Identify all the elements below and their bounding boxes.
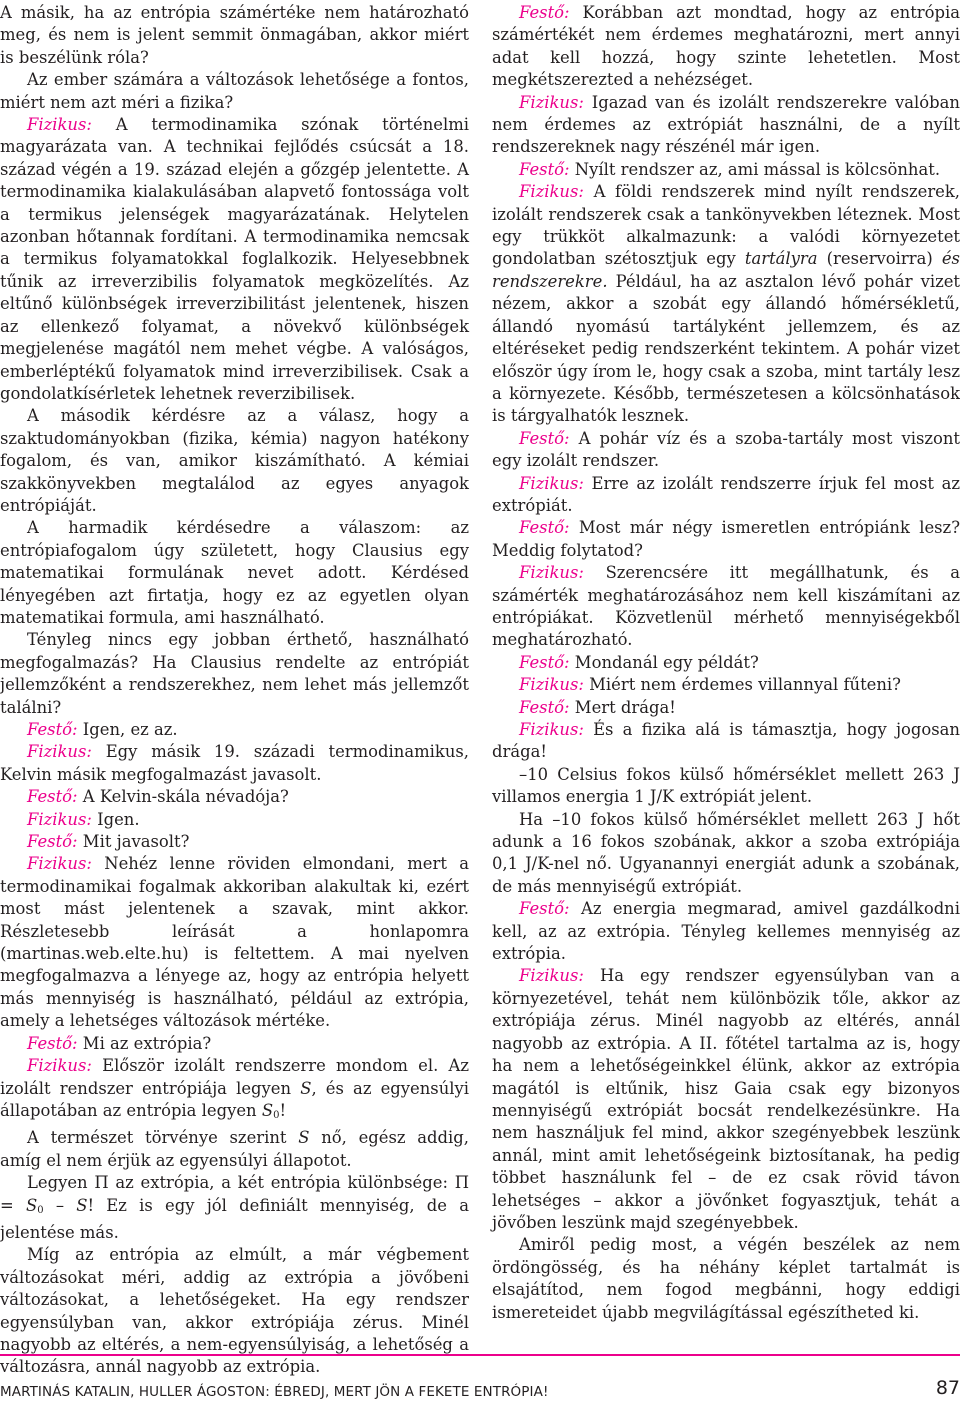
dialogue-line: Fizikus: Egy másik 19. századi termodinamikus, Kelvin másik megfogalmazást javasolt.	[0, 742, 469, 784]
speaker-label: Festő:	[519, 159, 570, 179]
speaker-label: Festő:	[27, 787, 78, 807]
dialogue-line: Festő: Mondanál egy példát?	[519, 652, 759, 672]
dialogue-line: Fizikus: És a fizika alá is támasztja, hogy jogosan drága!	[492, 720, 960, 762]
speaker-label: Fizikus:	[519, 182, 584, 202]
speaker-label: Festő:	[519, 899, 570, 919]
paragraph: Míg az entrópia az elmúlt, a már végbement változásokat méri, addig az extrópia a jövőbeni változásokat, a lehetőségeket. Ha egy rendszer egyensúlyban van, akkor extrópiája zérus. Minél nagyobb az eltérés, a nem-egyensúlyiság, a lehetőség a változásra, annál nagyobb az extrópia.	[0, 1245, 469, 1377]
paragraph: Tényleg nincs egy jobban érthető, használható megfogalmazás? Ha Clausius rendelte az entrópiát jellemzőként a rendszerekhez, nem lehet más jellemzőt találni?	[0, 630, 469, 717]
dialogue-line: Festő: Mit javasolt?	[27, 832, 190, 852]
dialogue-line: Fizikus: Először izolált rendszerre mondom el. Az izolált rendszer entrópiája legyen S, és az egyensúlyi állapotában az entrópia legyen $S_0$!	[0, 1056, 470, 1121]
dialogue-line: Festő: A Kelvin-skála névadója?	[27, 787, 289, 807]
speaker-label: Festő:	[519, 3, 570, 22]
dialogue-line: Festő: Korábban azt mondtad, hogy az entrópia számértékét nem érdemes meghatározni, mert annyi adat kell hozzá, hogy szinte lehetetlen. Most megkétszerezted a nehézséget.	[492, 3, 960, 90]
speaker-label: Fizikus:	[27, 809, 92, 829]
page-number: 87	[935, 1377, 960, 1399]
footer-divider	[0, 1354, 960, 1356]
dialogue-line: Festő: Mert drága!	[519, 697, 676, 717]
dialogue-line: Fizikus: A földi rendszerek mind nyílt rendszerek, izolált rendszerek csak a tankönyvekben léteznek. Most egy trükköt alkalmazunk: a valódi környezetet gondolatban szétosztjuk egy tartályra (reservoirra) és rendszerekre. Például, ha az asztalon lévő pohár vizet nézem, akkor a szobát egy állandó hőmérsékletű, állandó nyomású tartályként jellemzem, és az eltéréseket pedig rendszerként tekintem. A pohár vizet először úgy írom le, hogy csak a szoba, mint tartály lesz a környezete. Később, természetesen a kölcsönhatások is tárgyalhatók lesznek.	[492, 182, 960, 426]
dialogue-line: Festő: Igen, ez az.	[27, 720, 178, 739]
speaker-label: Fizikus:	[27, 854, 92, 874]
dialogue-line: Fizikus: Igazad van és izolált rendszerekre valóban nem érdemes az extrópiát használni, de a nyílt rendszereknek nagy részénél már igen.	[492, 92, 960, 157]
paragraph: Legyen Π az extrópia, a két entrópia különbsége: $\Pi = S_0 - S$! Ez is egy jól definiált mennyiség, de a jelentése más.	[0, 1173, 469, 1242]
paragraph: A másik, ha az entrópia számértéke nem határozható meg, és nem is jelent semmit önmagában, akkor miért is beszélünk róla?	[0, 3, 469, 67]
paragraph: Ha –10 fokos külső hőmérséklet mellett 263 J hőt adunk a 16 fokos szobának, akkor a szoba extrópiája 0,1 J/K-nel nő. Ugyanannyi energiát adunk a szobának, de más mennyiségű extrópiát.	[492, 809, 960, 896]
speaker-label: Festő:	[27, 720, 78, 739]
symbol: S	[300, 1078, 312, 1098]
right-column	[492, 2, 960, 1324]
dialogue-line: Fizikus: Ha egy rendszer egyensúlyban van a környezetével, tehát nem különbözik tőle, akkor az extrópiája zérus. Minél nagyobb az eltérés, annál nagyobb az extrópia. A II. főtétel tartalma az is, hogy ha nem a lehetőségeinkkel élünk, akkor az extrópia magától is eltűnik, hisz Gaia csak egy bizonyos mennyiségű extrópiát bocsát rendelkezésünkre. Ha nem használjuk fel mind, akkor szegényebbek leszünk annál, mint amit lehetőségeink biztosítanak, ha pedig többet használunk fel – de ez csak rövid távon lehetséges – akkor a jövőnket fogyasztjuk, tehát a jövőben leszünk majd szegényebbek.	[492, 966, 960, 1232]
dialogue-line: Festő: Most már négy ismeretlen entrópiánk lesz? Meddig folytatod?	[492, 518, 960, 560]
dialogue-line: Fizikus: Szerencsére itt megállhatunk, és a számérték meghatározásához nem kell kiszámítani az entrópiákat. Közvetlenül mérhető mennyiségekből meghatározható.	[492, 563, 960, 650]
dialogue-line: Festő: Az energia megmarad, amivel gazdálkodni kell, az az extrópia. Tényleg kellemes mennyiség az extrópia.	[492, 899, 960, 964]
dialogue-line: Fizikus: Erre az izolált rendszerre írjuk fel most az extrópiát.	[492, 473, 960, 515]
speaker-label: Festő:	[519, 652, 570, 672]
speaker-label: Fizikus:	[519, 966, 584, 986]
speaker-label: Festő:	[27, 832, 78, 852]
dialogue-line: Fizikus: Nehéz lenne röviden elmondani, mert a termodinamikai fogalmak akkoriban alakultak ki, ezért most mást jelentenek a szavak, mint akkor. Részletesebb leírását a honlapomra (martinas.web.elte.hu) is feltettem. A mai nyelven megfogalmazva a lényege az, hogy az entrópia helyett más mennyiség is használható, például az extrópia, amely a lehetséges változások mértéke.	[0, 854, 469, 1031]
paragraph: A természet törvénye szerint S nő, egész addig, amíg el nem érjük az egyensúlyi állapotot.	[0, 1128, 469, 1170]
speaker-label: Fizikus:	[27, 742, 92, 762]
speaker-label: Festő:	[27, 1033, 78, 1053]
dialogue-line: Fizikus: A termodinamika szónak történelmi magyarázata van. A technikai fejlődés csúcsát a 18. század végén a 19. század elején a gőzgép jelentette. A termodinamika kialakulásában alapvető fontossága volt a termikus jelenségek magyarázatának. Helytelen azonban hőtannak fordítani. A termodinamika nemcsak a termikus folyamatokkal foglalkozik. Helyesebbnek tűnik az irreverzibilis folyamatok megközelítés. Az eltűnő különbségek irreverzibilitást jelentenek, hiszen az ellenkező folyamat, a növekvő különbségek megjelenése magától nem mehet végbe. A valóságos, emberléptékű folyamatok mind irreverzibilisek. Csak a gondolatkísérletek lehetnek reverzibilisek.	[0, 115, 469, 403]
left-column	[0, 2, 469, 1379]
dialogue-line: Fizikus: Igen.	[27, 809, 140, 829]
speaker-label: Fizikus:	[519, 92, 584, 112]
paragraph: Amiről pedig most, a végén beszélek az nem ördöngösség, és ha néhány képlet tartalmát is elsajátítod, nem fogod megbánni, hogy eddigi ismereteidet újabb megvilágítással egészítheted ki.	[492, 1235, 960, 1322]
paragraph: A harmadik kérdésedre a válaszom: az entrópiafogalom úgy született, hogy Clausius egy matematikai formulának nevet adott. Kérdésed lényegében azt firtatja, hogy ez az egyetlen olyan matematikai formula, ami használható.	[0, 518, 469, 627]
dialogue-line: Festő: Nyílt rendszer az, ami mással is kölcsönhat.	[519, 159, 941, 179]
speaker-label: Fizikus:	[519, 473, 584, 493]
speaker-label: Fizikus:	[27, 115, 92, 135]
speaker-label: Fizikus:	[519, 675, 584, 695]
speaker-label: Fizikus:	[519, 720, 584, 739]
running-footer-title: MARTINÁS KATALIN, HULLER ÁGOSTON: ÉBREDJ, MERT JÖN A FEKETE ENTRÓPIA!	[0, 1384, 549, 1400]
dialogue-line: Festő: Mi az extrópia?	[27, 1033, 212, 1053]
speaker-label: Fizikus:	[519, 563, 584, 583]
paragraph: –10 Celsius fokos külső hőmérséklet mellett 263 J villamos energia 1 J/K extrópiát jelent.	[492, 764, 960, 807]
speaker-label: Festő:	[519, 518, 570, 538]
dialogue-line: Festő: A pohár víz és a szoba-tartály most viszont egy izolált rendszer.	[492, 428, 960, 471]
paragraph: A második kérdésre az a válasz, hogy a szaktudományokban (fizika, kémia) nagyon hatékony fogalom, és van, amikor kiszámítható. A kémiai szakkönyvekben megtalálod az egyes anyagok entrópiáját.	[0, 406, 469, 515]
speaker-label: Festő:	[519, 697, 570, 717]
speaker-label: Fizikus:	[27, 1056, 92, 1076]
paragraph: Az ember számára a változások lehetősége a fontos, miért nem azt méri a fizika?	[0, 70, 469, 112]
dialogue-line: Fizikus: Miért nem érdemes villannyal fűteni?	[519, 675, 901, 695]
speaker-label: Festő:	[519, 428, 570, 448]
